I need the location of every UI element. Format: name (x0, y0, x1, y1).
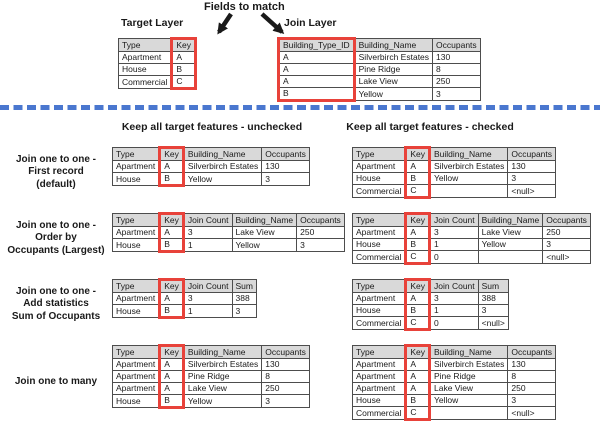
column-header: Type (119, 39, 172, 52)
table-cell: House (353, 239, 406, 251)
unchecked-column-header: Keep all target features - unchecked (121, 121, 303, 133)
result-table-checked (352, 212, 600, 265)
table-cell: Yellow (183, 173, 261, 186)
table-cell: Apartment (353, 161, 406, 173)
table-cell: A (160, 383, 184, 395)
table-row (279, 76, 481, 88)
table-cell: C (406, 251, 430, 264)
table-row (279, 52, 481, 64)
table-cell: Silverbirch Estates (430, 161, 508, 173)
column-header: Type (113, 148, 160, 161)
table-cell: B (160, 173, 184, 186)
column-header: Occupants (508, 148, 556, 161)
table-cell: B (160, 239, 184, 252)
table-row (119, 76, 196, 89)
table-cell: B (406, 173, 430, 185)
table-cell: 1 (430, 239, 479, 251)
table-cell: 3 (183, 293, 232, 305)
table-cell: A (172, 52, 196, 64)
table-header-row (113, 346, 310, 359)
table-cell: A (160, 359, 184, 371)
column-header: Type (353, 280, 406, 293)
table-cell: House (113, 395, 160, 408)
table-cell: House (353, 395, 406, 407)
table-header-row (113, 280, 257, 293)
table-row (353, 185, 556, 198)
table-cell: 1 (183, 305, 232, 318)
table-row (113, 161, 310, 173)
table-cell: Silverbirch Estates (354, 52, 432, 64)
data-table (112, 278, 257, 319)
table-row (113, 371, 310, 383)
data-table (118, 37, 197, 90)
table-cell: 3 (430, 227, 479, 239)
join-sections (0, 146, 600, 421)
section-join-one-to-one-add-statistics (0, 278, 600, 331)
column-header: Building_Name (478, 214, 543, 227)
column-header: Join Count (183, 214, 232, 227)
section-join-one-to-many (0, 344, 600, 421)
column-header: Join Count (430, 214, 479, 227)
table-cell: 3 (262, 173, 310, 186)
table-cell: Apartment (113, 359, 160, 371)
table-cell: <null> (478, 317, 508, 330)
table-header-row (353, 148, 556, 161)
table-cell: 3 (543, 239, 591, 251)
table-row (113, 359, 310, 371)
table-cell: 130 (508, 359, 556, 371)
table-cell: Apartment (353, 227, 406, 239)
table-cell: A (406, 293, 430, 305)
column-header: Building_Type_ID (279, 39, 355, 52)
data-table (352, 146, 556, 199)
table-row (113, 383, 310, 395)
option-column-headers (0, 121, 600, 134)
target-layer-label: Target Layer (121, 17, 184, 29)
table-cell: Lake View (183, 383, 261, 395)
table-row (113, 239, 345, 252)
join-layer-table (277, 37, 481, 102)
label-line: Sum of Occupants (11, 310, 101, 322)
table-row (113, 305, 257, 318)
table-header-row (353, 214, 591, 227)
table-cell: Apartment (113, 383, 160, 395)
table-header-row (353, 280, 509, 293)
column-header: Join Count (430, 280, 479, 293)
table-cell: A (406, 227, 430, 239)
table-cell: 250 (433, 76, 481, 88)
table-cell: Silverbirch Estates (183, 359, 261, 371)
column-header: Type (113, 214, 160, 227)
table-cell: 1 (430, 305, 479, 317)
label-line: First record (28, 166, 84, 178)
column-header: Key (160, 280, 184, 293)
table-cell: Commercial (353, 185, 406, 198)
table-cell: C (172, 76, 196, 89)
table-cell: House (353, 173, 406, 185)
table-cell: Yellow (354, 88, 432, 101)
table-cell: 250 (543, 227, 591, 239)
column-header: Building_Name (183, 346, 261, 359)
table-row (113, 293, 257, 305)
table-cell: Lake View (232, 227, 297, 239)
table-cell: House (119, 64, 172, 76)
table-cell (478, 251, 543, 264)
data-table (277, 37, 481, 102)
column-header: Type (113, 346, 160, 359)
table-cell: House (353, 305, 406, 317)
table-row (353, 173, 556, 185)
table-cell: 0 (430, 317, 479, 330)
table-cell: A (160, 227, 184, 239)
table-header-row (279, 39, 481, 52)
table-cell: 3 (508, 173, 556, 185)
table-cell: Lake View (478, 227, 543, 239)
table-cell: Yellow (430, 173, 508, 185)
table-row (353, 395, 556, 407)
table-row (353, 251, 591, 264)
column-header: Join Count (183, 280, 232, 293)
column-header: Sum (232, 280, 256, 293)
table-cell: B (160, 395, 184, 408)
column-header: Type (113, 280, 160, 293)
table-row (353, 317, 509, 330)
table-cell: Silverbirch Estates (183, 161, 261, 173)
table-cell: 130 (262, 161, 310, 173)
column-header: Key (160, 346, 184, 359)
result-table-unchecked (112, 146, 352, 187)
label-line: Join one to one - (16, 285, 96, 297)
table-cell: A (160, 371, 184, 383)
table-header-row (113, 214, 345, 227)
column-header: Sum (478, 280, 508, 293)
column-header: Occupants (262, 346, 310, 359)
column-header: Occupants (297, 214, 345, 227)
table-cell: A (279, 52, 355, 64)
table-cell: 130 (262, 359, 310, 371)
layers-overview (0, 0, 600, 103)
table-cell: Silverbirch Estates (430, 359, 508, 371)
table-cell: Apartment (353, 383, 406, 395)
table-row (353, 359, 556, 371)
table-cell: A (279, 76, 355, 88)
table-cell: Commercial (353, 407, 406, 420)
table-cell: A (406, 161, 430, 173)
table-cell: 250 (262, 383, 310, 395)
result-table-unchecked (112, 212, 352, 253)
table-row (279, 64, 481, 76)
table-cell: 3 (478, 305, 508, 317)
result-table-unchecked (112, 278, 352, 319)
table-row (353, 407, 556, 420)
table-cell: 8 (433, 64, 481, 76)
table-row (119, 64, 196, 76)
table-row (353, 239, 591, 251)
join-type-label (0, 220, 112, 258)
table-row (113, 227, 345, 239)
table-cell: A (406, 383, 430, 395)
table-cell: A (279, 64, 355, 76)
table-row (113, 395, 310, 408)
column-header: Key (160, 214, 184, 227)
table-cell: Yellow (232, 239, 297, 252)
table-cell: 3 (232, 305, 256, 318)
table-cell: B (406, 239, 430, 251)
column-header: Key (172, 39, 196, 52)
table-header-row (119, 39, 196, 52)
table-cell: Apartment (113, 227, 160, 239)
table-cell (430, 407, 508, 420)
table-cell: Pine Ridge (354, 64, 432, 76)
table-cell: A (406, 371, 430, 383)
table-cell: Lake View (430, 383, 508, 395)
table-cell: A (406, 359, 430, 371)
data-table (352, 344, 556, 421)
table-cell: C (406, 185, 430, 198)
column-header: Type (353, 148, 406, 161)
result-table-checked (352, 278, 600, 331)
column-header: Key (406, 214, 430, 227)
table-header-row (113, 148, 310, 161)
table-cell: 130 (508, 161, 556, 173)
table-row (353, 161, 556, 173)
table-cell: 3 (183, 227, 232, 239)
table-cell: A (160, 161, 184, 173)
table-cell: 130 (433, 52, 481, 64)
table-cell: House (113, 305, 160, 318)
column-header: Building_Name (354, 39, 432, 52)
table-cell: <null> (543, 251, 591, 264)
table-cell: Apartment (353, 371, 406, 383)
label-line: Occupants (Largest) (7, 244, 105, 256)
data-table (112, 146, 310, 187)
table-cell: Apartment (353, 293, 406, 305)
label-line: Join one to one - (16, 153, 96, 165)
table-cell: Apartment (113, 161, 160, 173)
data-table (112, 212, 345, 253)
table-cell: Apartment (119, 52, 172, 64)
table-cell: 8 (508, 371, 556, 383)
label-line: Order by (35, 232, 77, 244)
column-header: Occupants (262, 148, 310, 161)
table-cell: <null> (508, 407, 556, 420)
arrow-to-target-key-icon (219, 14, 231, 32)
table-cell: Commercial (353, 251, 406, 264)
label-line: Join one to many (14, 376, 98, 388)
table-row (353, 227, 591, 239)
result-table-unchecked (112, 344, 352, 409)
label-line: Add statistics (23, 298, 89, 310)
column-header: Building_Name (232, 214, 297, 227)
table-cell: House (113, 173, 160, 186)
table-row (353, 371, 556, 383)
table-cell: Yellow (478, 239, 543, 251)
column-header: Building_Name (430, 346, 508, 359)
table-cell: Commercial (119, 76, 172, 89)
table-row (353, 305, 509, 317)
arrow-to-join-key-icon (262, 14, 282, 32)
table-cell: 3 (433, 88, 481, 101)
result-table-checked (352, 146, 600, 199)
table-cell: Yellow (430, 395, 508, 407)
table-cell: House (113, 239, 160, 252)
column-header: Key (406, 346, 430, 359)
table-cell: Apartment (353, 359, 406, 371)
checked-column-header: Keep all target features - checked (346, 121, 514, 133)
column-header: Occupants (543, 214, 591, 227)
column-header: Occupants (508, 346, 556, 359)
column-header: Occupants (433, 39, 481, 52)
fields-to-match-label: Fields to match (204, 1, 285, 13)
section-join-one-to-one-order-by (0, 212, 600, 265)
table-cell: 8 (262, 371, 310, 383)
table-cell: 388 (232, 293, 256, 305)
column-header: Key (406, 148, 430, 161)
table-cell (430, 185, 508, 198)
table-cell: 0 (430, 251, 479, 264)
table-row (353, 383, 556, 395)
table-header-row (353, 346, 556, 359)
result-table-checked (352, 344, 600, 421)
table-cell: Lake View (354, 76, 432, 88)
label-line: (default) (36, 178, 76, 190)
table-row (353, 293, 509, 305)
table-row (119, 52, 196, 64)
table-cell: 3 (508, 395, 556, 407)
data-table (112, 344, 310, 409)
table-cell: B (406, 305, 430, 317)
join-layer-label: Join Layer (284, 17, 337, 29)
table-cell: Commercial (353, 317, 406, 330)
table-cell: A (160, 293, 184, 305)
table-cell: Yellow (183, 395, 261, 408)
table-cell: 250 (508, 383, 556, 395)
table-cell: B (406, 395, 430, 407)
column-header: Key (406, 280, 430, 293)
table-cell: C (406, 407, 430, 420)
table-cell: B (160, 305, 184, 318)
table-cell: Apartment (113, 371, 160, 383)
table-cell: 3 (430, 293, 479, 305)
table-cell: 3 (262, 395, 310, 408)
column-header: Building_Name (430, 148, 508, 161)
table-cell: 1 (183, 239, 232, 252)
column-header: Type (353, 214, 406, 227)
column-header: Key (160, 148, 184, 161)
table-cell: Apartment (113, 293, 160, 305)
join-type-label (0, 286, 112, 324)
column-header: Building_Name (183, 148, 261, 161)
section-join-one-to-one-first-record (0, 146, 600, 199)
data-table (352, 212, 591, 265)
column-header: Type (353, 346, 406, 359)
join-type-label (0, 154, 112, 192)
table-cell: C (406, 317, 430, 330)
table-cell: 250 (297, 227, 345, 239)
table-cell: 3 (297, 239, 345, 252)
table-cell: Pine Ridge (183, 371, 261, 383)
dashed-separator (0, 105, 600, 110)
table-cell: 388 (478, 293, 508, 305)
table-cell: B (172, 64, 196, 76)
target-layer-table (118, 37, 197, 90)
data-table (352, 278, 509, 331)
label-line: Join one to one - (16, 219, 96, 231)
table-cell: <null> (508, 185, 556, 198)
table-cell: Pine Ridge (430, 371, 508, 383)
table-row (279, 88, 481, 101)
table-cell: B (279, 88, 355, 101)
join-type-label (0, 376, 112, 389)
table-row (113, 173, 310, 186)
